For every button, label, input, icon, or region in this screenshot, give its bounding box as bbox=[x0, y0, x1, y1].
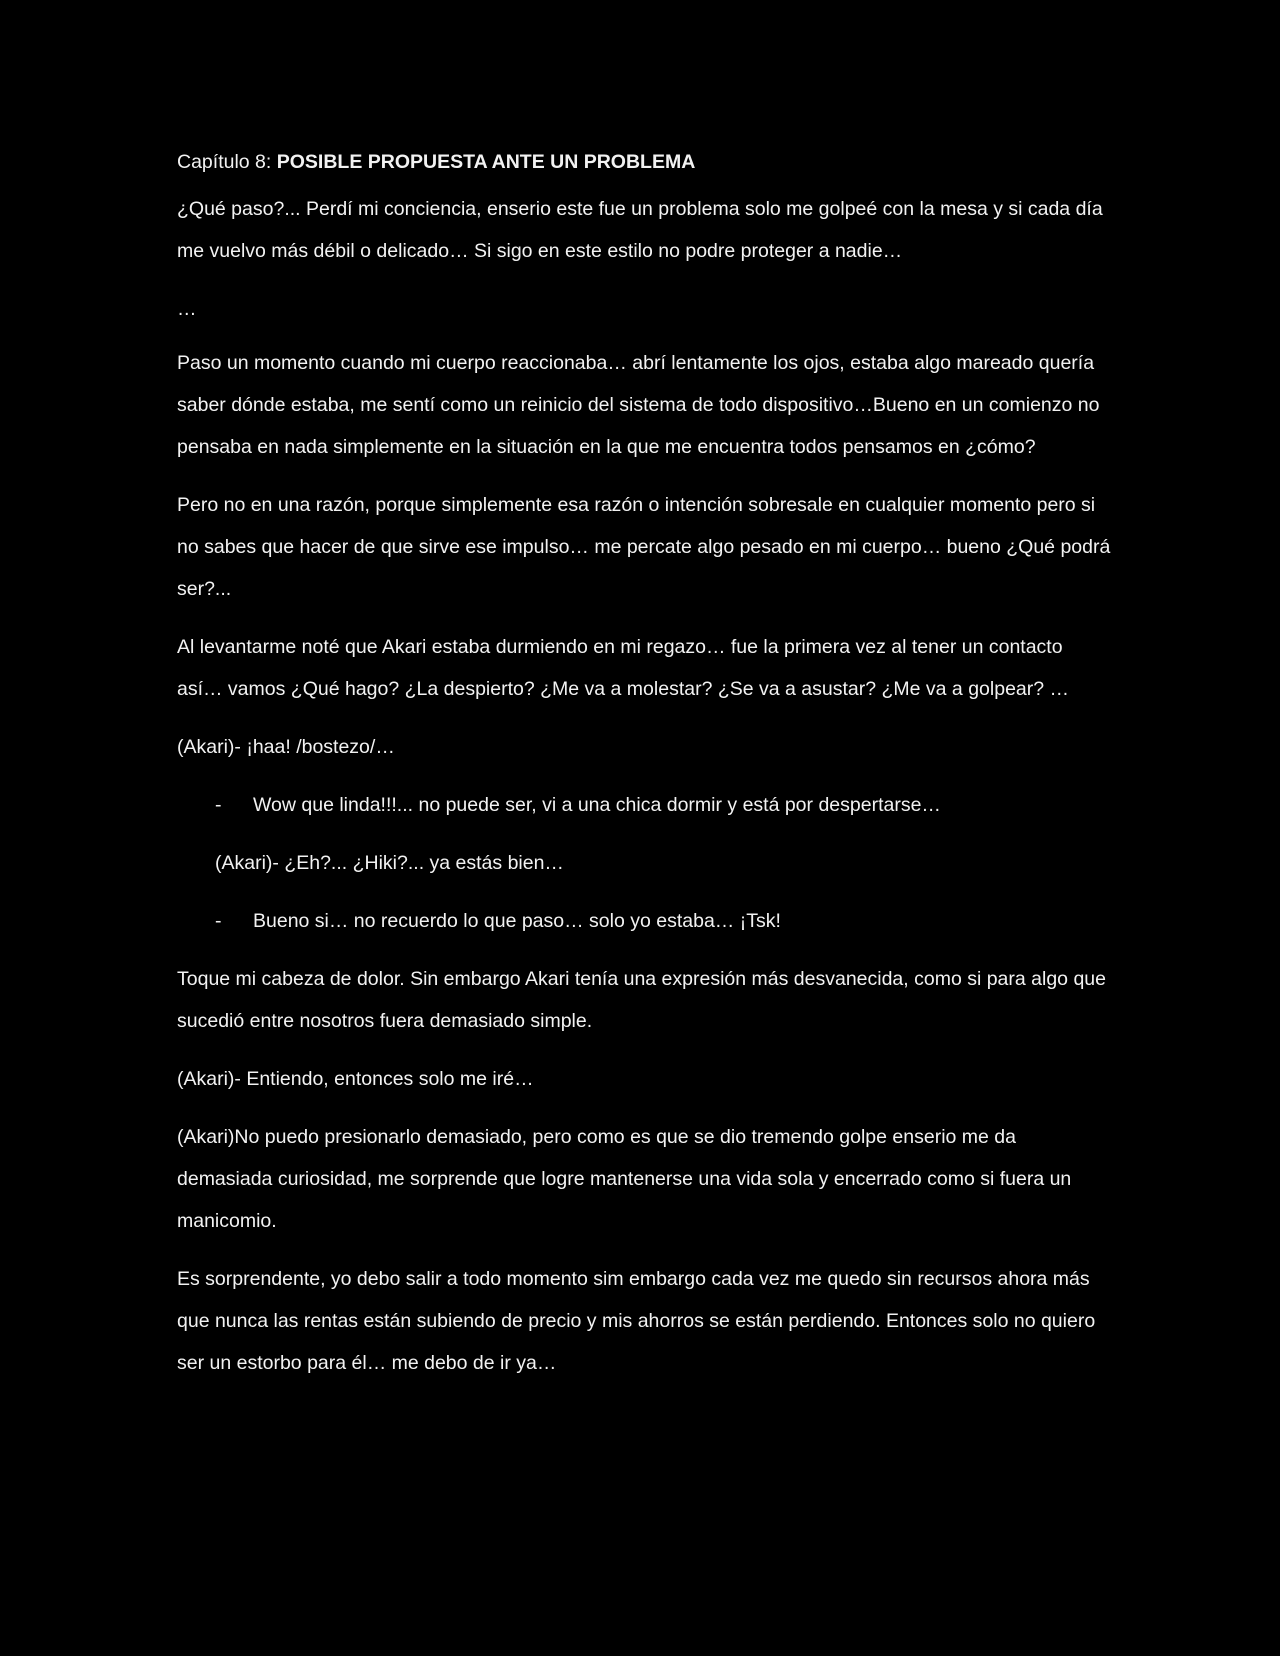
dialog-line-2 bbox=[215, 900, 1112, 942]
paragraph-4: Pero no en una razón, porque simplemente esa razón o intención sobresale en cualquier momento pero si no sabes que hacer de que sirve ese impulso… me percate algo pesado en mi cuerpo… bueno ¿Qué podrá ser?... bbox=[177, 494, 1111, 600]
dialog-line-1 bbox=[215, 784, 1112, 826]
indented-line: (Akari)- ¿Eh?... ¿Hiki?... ya estás bien… bbox=[215, 852, 564, 874]
paragraph-10: Es sorprendente, yo debo salir a todo momento sim embargo cada vez me quedo sin recursos ahora más que nunca las rentas están subiendo de precio y mis ahorros se están perdiendo. Entonces solo no quiero ser un estorbo para él… me debo de ir ya… bbox=[177, 1268, 1096, 1374]
chapter-prefix: Capítulo 8: bbox=[177, 151, 277, 173]
chapter-heading bbox=[177, 146, 1112, 178]
paragraph-1: ¿Qué paso?... Perdí mi conciencia, enserio este fue un problema solo me golpeé con la mesa y si cada día me vuelvo más débil o delicado… Si sigo en este estilo no podre proteger a nadie… bbox=[177, 198, 1103, 262]
paragraph-6: (Akari)- ¡haa! /bostezo/… bbox=[177, 736, 395, 758]
chapter-title: POSIBLE PROPUESTA ANTE UN PROBLEMA bbox=[276, 151, 696, 173]
paragraph-5: Al levantarme noté que Akari estaba durmiendo en mi regazo… fue la primera vez al tener un contacto así… vamos ¿Qué hago? ¿La despierto? ¿Me va a molestar? ¿Se va a asustar? ¿Me va a golpear? … bbox=[177, 636, 1070, 700]
paragraph-9: (Akari)No puedo presionarlo demasiado, pero como es que se dio tremendo golpe enserio me da demasiada curiosidad, me sorprende que logre mantenerse una vida sola y encerrado como si fuera un manicomio. bbox=[177, 1126, 1072, 1232]
paragraph-7: Toque mi cabeza de dolor. Sin embargo Akari tenía una expresión más desvanecida, como si para algo que sucedió entre nosotros fuera demasiado simple. bbox=[177, 968, 1106, 1032]
paragraph-ellipsis: … bbox=[177, 298, 197, 320]
paragraph-3: Paso un momento cuando mi cuerpo reaccionaba… abrí lentamente los ojos, estaba algo mareado quería saber dónde estaba, me sentí como un reinicio del sistema de todo dispositivo…Bueno en un comienzo no pensaba en nada simplemente en la situación en la que me encuentra todos pensamos en ¿cómo? bbox=[177, 352, 1100, 458]
dialog-dash: - bbox=[215, 794, 222, 816]
document-page bbox=[177, 146, 1112, 1400]
dialog-dash: - bbox=[215, 910, 222, 932]
dialog-text: Bueno si… no recuerdo lo que paso… solo yo estaba… ¡Tsk! bbox=[253, 910, 781, 932]
dialog-text: Wow que linda!!!... no puede ser, vi a una chica dormir y está por despertarse… bbox=[253, 794, 941, 816]
paragraph-8: (Akari)- Entiendo, entonces solo me iré… bbox=[177, 1068, 534, 1090]
